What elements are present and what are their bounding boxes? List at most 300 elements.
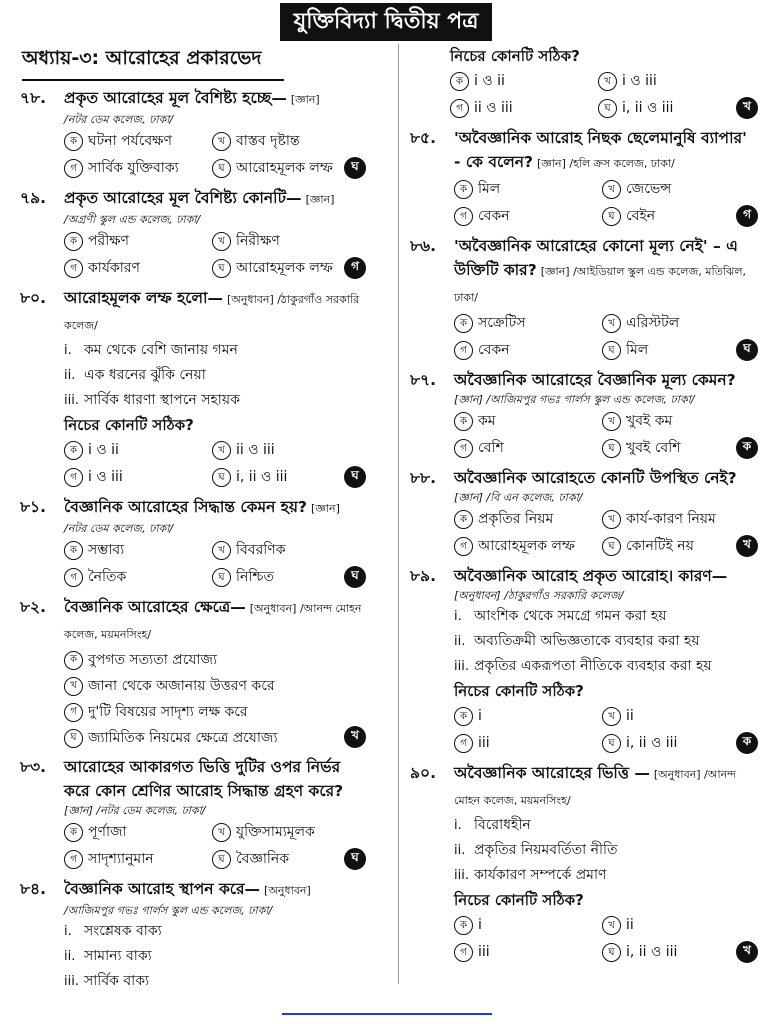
answer-badge: খ: [736, 941, 758, 963]
question-source: [জ্ঞান] /বি এন কলেজ, ঢাকা/: [454, 491, 583, 504]
option-letter-bubble: ক: [454, 916, 473, 935]
question-text-body: 'অবৈজ্ঞানিক আরোহের কোনো মূল্য নেই' – এ উক্তিটি কার?: [454, 237, 738, 279]
question-number: ৮৫.: [410, 129, 437, 147]
answer-option[interactable]: [64, 437, 212, 464]
option-letter-bubble: খ: [212, 541, 231, 560]
options-list: [64, 647, 338, 751]
question-source: [জ্ঞান] /নটর ডেম কলেজ, ঢাকা/: [64, 804, 206, 817]
option-text: জেভেন্স: [626, 181, 672, 197]
answer-option[interactable]: [64, 464, 212, 491]
question-text-body: বৈজ্ঞানিক আরোহ স্থাপন করে—: [64, 880, 261, 898]
answer-option[interactable]: [598, 95, 730, 122]
question-source: /অগ্রণী স্কুল এন্ড কলেজ, ঢাকা/: [64, 213, 201, 226]
statement-text: সার্বিক ধারণা স্থাপনে সহায়ক: [84, 392, 240, 408]
answer-option[interactable]: [64, 255, 212, 282]
answer-option[interactable]: [212, 155, 338, 182]
option-letter-bubble: ক: [64, 541, 83, 560]
answer-option[interactable]: [454, 730, 602, 757]
option-letter-bubble: ঘ: [602, 341, 621, 360]
statement-text: অব্যতিক্রমী অভিজ্ঞতাকে ব্যবহার করা হয়: [474, 633, 700, 649]
answer-option[interactable]: [602, 203, 730, 230]
option-text: কার্য-কারণ নিয়ম: [626, 511, 716, 527]
option-text: মিল: [478, 181, 501, 197]
sub-question: নিচের কোনটি সঠিক?: [64, 416, 194, 434]
answer-option[interactable]: [64, 699, 338, 725]
statement-numeral: ii.: [64, 949, 76, 964]
option-text: ঘটনা পর্যবেক্ষণ: [88, 133, 172, 149]
question-text: [454, 761, 758, 813]
option-text: আরোহমূলক লম্ফ: [236, 160, 333, 176]
option-letter-bubble: ক: [454, 180, 473, 199]
continued-question: [410, 44, 758, 122]
statement-text: সার্বিক বাক্য: [84, 973, 150, 989]
option-letter-bubble: খ: [212, 232, 231, 251]
statement-numeral: iii.: [454, 659, 469, 674]
answer-option[interactable]: [602, 703, 730, 730]
question-stem: [20, 495, 366, 521]
option-text: i, ii ও iii: [236, 469, 288, 485]
options-grid: [64, 437, 338, 491]
question-item: [20, 86, 366, 182]
statement-numeral: ii.: [454, 843, 466, 858]
answer-badge: খ: [736, 535, 758, 557]
statement-item: [454, 813, 758, 838]
option-letter-bubble: গ: [64, 703, 83, 722]
question-source: [অনুধাবন] /ঠাকুরগাঁও সরকারি কলেজ/: [454, 589, 624, 602]
statement-item: [454, 654, 758, 679]
answer-option[interactable]: [450, 68, 598, 95]
option-text: আরোহমূলক লম্ফ: [236, 260, 333, 276]
option-text: নৈতিক: [88, 569, 127, 585]
answer-option[interactable]: [64, 155, 212, 182]
option-text: বাস্তব দৃষ্টান্ত: [236, 133, 300, 149]
option-text: খুবই বেশি: [626, 440, 681, 456]
option-letter-bubble: ক: [454, 314, 473, 333]
statement-item: [64, 969, 366, 994]
answer-badge: ক: [736, 732, 758, 754]
question-source: [জ্ঞান] /আজিমপুর গভঃ গার্লস স্কুল এন্ড কলেজ, ঢাকা/: [454, 393, 695, 406]
options-grid: [454, 506, 730, 560]
option-text: জ্যামিতিক নিয়মের ক্ষেত্রে প্রযোজ্য: [88, 730, 278, 746]
statement-numeral: iii.: [454, 868, 469, 883]
options-grid: [64, 128, 338, 182]
option-letter-bubble: ক: [64, 132, 83, 151]
question-stem: [20, 286, 366, 338]
option-text: এরিস্টটল: [626, 315, 680, 331]
answer-option[interactable]: [212, 537, 338, 564]
option-letter-bubble: গ: [454, 439, 473, 458]
option-text: বৈজ্ঞানিক: [236, 851, 290, 867]
option-text: iii: [478, 944, 490, 960]
answer-option[interactable]: [454, 203, 602, 230]
statement-item: [64, 919, 366, 944]
answer-option[interactable]: [454, 337, 602, 364]
option-text: i: [478, 917, 482, 933]
option-text: সাদৃশ্যানুমান: [88, 851, 154, 867]
option-text: সক্রেটিস: [478, 315, 526, 331]
question-number: ৯০.: [410, 764, 437, 782]
question-text: [454, 234, 758, 310]
statement-item: [64, 944, 366, 969]
options-grid: [454, 703, 730, 757]
option-letter-bubble: খ: [602, 180, 621, 199]
option-text: জানা থেকে অজানায় উত্তরণ করে: [88, 678, 275, 694]
option-letter-bubble: ক: [454, 510, 473, 529]
answer-option[interactable]: [602, 506, 730, 533]
option-letter-bubble: ক: [64, 823, 83, 842]
option-letter-bubble: খ: [602, 510, 621, 529]
question-stem: [20, 877, 366, 903]
answer-option[interactable]: [450, 95, 598, 122]
option-text: দু'টি বিষয়ের সাদৃশ্য লক্ষ করে: [88, 704, 248, 720]
option-letter-bubble: ঘ: [602, 734, 621, 753]
option-letter-bubble: খ: [598, 72, 617, 91]
option-text: i, ii ও iii: [626, 944, 678, 960]
option-letter-bubble: ঘ: [602, 439, 621, 458]
question-stem: [20, 755, 366, 803]
answer-badge: খ: [344, 726, 366, 748]
question-text: [454, 126, 758, 176]
question-text-body: অবৈজ্ঞানিক আরোহতে কোনটি উপস্থিত নেই?: [454, 469, 737, 487]
answer-option[interactable]: [212, 128, 338, 155]
question-text: [454, 564, 758, 588]
statement-numeral: iii.: [64, 974, 79, 989]
question-text: [64, 286, 366, 338]
statement-numeral: i.: [64, 343, 72, 358]
answer-option[interactable]: [454, 435, 602, 462]
options-grid: [454, 176, 730, 230]
option-letter-bubble: খ: [602, 916, 621, 935]
statement-text: প্রকৃতির একরূপতা নীতিকে ব্যবহার করা হয়: [474, 658, 712, 674]
answer-option[interactable]: [454, 310, 602, 337]
question-item: [20, 595, 366, 751]
question-source-tag: [অনুধাবন]: [264, 884, 311, 897]
question-text-body: অবৈজ্ঞানিক আরোহের ভিত্তি —: [454, 764, 650, 782]
statement-text: আংশিক থেকে সমগ্রে গমন করা হয়: [474, 608, 667, 624]
statement-text: প্রকৃতির নিয়মবর্তিতা নীতি: [474, 842, 618, 858]
question-item: [410, 234, 758, 364]
answer-option[interactable]: [64, 647, 338, 673]
answer-option[interactable]: [602, 435, 730, 462]
statement-text: এক ধরনের ঝুঁকি নেয়া: [84, 367, 206, 383]
option-letter-bubble: ক: [450, 72, 469, 91]
option-letter-bubble: গ: [64, 159, 83, 178]
statement-text: সামান্য বাক্য: [84, 948, 152, 964]
option-text: মিল: [626, 342, 649, 358]
answer-option[interactable]: [602, 176, 730, 203]
question-source-tag: [অনুধাবন] /আনন্দ মোহন কলেজ, ময়মনসিংহ/: [454, 768, 736, 807]
option-letter-bubble: গ: [454, 341, 473, 360]
option-letter-bubble: খ: [602, 314, 621, 333]
option-letter-bubble: ক: [454, 707, 473, 726]
option-text: সম্ভাব্য: [88, 542, 125, 558]
answer-option[interactable]: [64, 673, 338, 699]
answer-option[interactable]: [212, 437, 338, 464]
option-letter-bubble: গ: [454, 943, 473, 962]
question-text-body: প্রকৃত আরোহের মূল বৈশিষ্ট্য হচ্ছে—: [64, 89, 287, 107]
answer-option[interactable]: [64, 537, 212, 564]
question-text: [64, 755, 366, 803]
option-text: i, ii ও iii: [626, 735, 678, 751]
question-stem: [20, 186, 366, 212]
question-item: [410, 368, 758, 462]
option-text: i ও iii: [622, 73, 657, 89]
option-text: iii: [478, 735, 490, 751]
question-stem: [410, 126, 758, 176]
question-item: [20, 286, 366, 491]
options-grid: [454, 912, 730, 966]
option-letter-bubble: খ: [602, 707, 621, 726]
answer-option[interactable]: [598, 68, 730, 95]
answer-badge: ঘ: [344, 157, 366, 179]
question-number: ৮০.: [20, 289, 47, 307]
question-item: [410, 761, 758, 966]
answer-option[interactable]: [212, 228, 338, 255]
answer-option[interactable]: [454, 176, 602, 203]
option-text: বুপগত সত্যতা প্রযোজ্য: [88, 652, 218, 668]
statement-text: বিরোধহীন: [474, 817, 531, 833]
question-text: [454, 368, 758, 392]
statement-item: [64, 363, 366, 388]
answer-option[interactable]: [454, 939, 602, 966]
answer-badge: ক: [736, 437, 758, 459]
option-text: নিশ্চিত: [236, 569, 274, 585]
option-text: যুক্তিসাম্যমূলক: [236, 824, 315, 840]
option-text: i: [478, 708, 482, 724]
option-letter-bubble: ঘ: [602, 943, 621, 962]
option-text: কোনটিই নয়: [626, 538, 694, 554]
question-stem: [20, 86, 366, 112]
question-text-body: অবৈজ্ঞানিক আরোহের বৈজ্ঞানিক মূল্য কেমন?: [454, 371, 736, 389]
question-item: [20, 755, 366, 873]
question-source-tag: [অনুধাবন] /ঠাকুরগাঁও সরকারি কলেজ/: [64, 293, 360, 332]
question-source-tag: [জ্ঞান]: [290, 93, 320, 106]
question-number: ৮৮.: [410, 469, 437, 487]
answer-option[interactable]: [212, 846, 338, 873]
answer-badge: ঘ: [344, 466, 366, 488]
question-text: [64, 495, 366, 521]
option-text: কম: [478, 413, 496, 429]
answer-option[interactable]: [64, 228, 212, 255]
statement-numeral: i.: [64, 924, 72, 939]
question-stem: [410, 368, 758, 392]
answer-badge: গ: [736, 205, 758, 227]
option-text: খুবই কম: [626, 413, 673, 429]
answer-option[interactable]: [64, 846, 212, 873]
page-title-banner: যুক্তিবিদ্যা দ্বিতীয় পত্র: [280, 3, 492, 41]
option-letter-bubble: ঘ: [212, 850, 231, 869]
option-letter-bubble: ক: [454, 412, 473, 431]
option-letter-bubble: গ: [64, 850, 83, 869]
footer-link-underline[interactable]: [282, 1013, 492, 1015]
statement-text: কম থেকে বেশি জানায় গমন: [84, 342, 238, 358]
question-source-tag: [জ্ঞান]: [305, 193, 335, 206]
option-letter-bubble: ঘ: [602, 537, 621, 556]
sub-question: নিচের কোনটি সঠিক?: [454, 891, 584, 909]
option-text: প্রকৃতির নিয়ম: [478, 511, 554, 527]
sub-question: নিচের কোনটি সঠিক?: [454, 682, 584, 700]
option-letter-bubble: ক: [64, 441, 83, 460]
options-grid: [454, 310, 730, 364]
question-text-body: প্রকৃত আরোহের মূল বৈশিষ্ট্য কোনটি—: [64, 189, 302, 207]
options-grid: [64, 537, 338, 591]
answer-option[interactable]: [602, 337, 730, 364]
question-text: [64, 86, 366, 112]
answer-badge: ঘ: [736, 339, 758, 361]
question-number: ৮২.: [20, 598, 47, 616]
option-letter-bubble: গ: [64, 259, 83, 278]
answer-option[interactable]: [454, 408, 602, 435]
option-text: বেকন: [478, 342, 510, 358]
option-letter-bubble: গ: [454, 734, 473, 753]
chapter-heading: অধ্যায়-৩: আরোহের প্রকারভেদ: [22, 44, 284, 81]
question-number: ৮৬.: [410, 237, 437, 255]
answer-option[interactable]: [212, 564, 338, 591]
statement-item: [454, 863, 758, 888]
option-letter-bubble: গ: [64, 468, 83, 487]
options-grid: [64, 819, 338, 873]
question-item: [410, 564, 758, 757]
question-item: [410, 126, 758, 230]
option-letter-bubble: ঘ: [212, 259, 231, 278]
option-letter-bubble: ক: [64, 232, 83, 251]
option-letter-bubble: ঘ: [64, 729, 83, 748]
question-item: [20, 186, 366, 282]
question-text: [64, 877, 366, 903]
question-stem: [20, 595, 366, 647]
option-letter-bubble: খ: [64, 677, 83, 696]
answer-badge: খ: [736, 97, 758, 119]
question-number: ৭৯.: [20, 189, 47, 207]
statement-text: সংশ্লেষক বাক্য: [84, 923, 162, 939]
statement-numeral: ii.: [64, 368, 76, 383]
answer-option[interactable]: [212, 255, 338, 282]
option-letter-bubble: গ: [454, 207, 473, 226]
question-text-body: বৈজ্ঞানিক আরোহের ক্ষেত্রে—: [64, 598, 246, 616]
question-number: ৮৩.: [20, 758, 47, 776]
option-text: i ও ii: [88, 442, 119, 458]
answer-option[interactable]: [64, 725, 338, 751]
option-letter-bubble: ঘ: [212, 159, 231, 178]
options-grid: [450, 68, 730, 122]
statement-numeral: i.: [454, 818, 462, 833]
question-text-body: অবৈজ্ঞানিক আরোহ প্রকৃত আরোহ। কারণ—: [454, 567, 728, 585]
answer-option[interactable]: [602, 310, 730, 337]
option-letter-bubble: ঘ: [212, 468, 231, 487]
question-source-tag: [জ্ঞান] /হলি ক্রস কলেজ, ঢাকা/: [537, 157, 675, 170]
statement-numeral: i.: [454, 609, 462, 624]
option-letter-bubble: খ: [212, 132, 231, 151]
option-text: বেকন: [478, 208, 510, 224]
option-text: বিবরণিক: [236, 542, 286, 558]
answer-option[interactable]: [602, 939, 730, 966]
option-letter-bubble: ঘ: [602, 207, 621, 226]
question-number: ৮৭.: [410, 371, 437, 389]
column-divider: [398, 44, 399, 984]
answer-option[interactable]: [64, 564, 212, 591]
option-text: সার্বিক যুক্তিবাক্য: [88, 160, 179, 176]
option-text: i ও ii: [474, 73, 505, 89]
answer-option[interactable]: [454, 506, 602, 533]
option-text: i ও iii: [88, 469, 123, 485]
option-text: ii ও iii: [474, 100, 513, 116]
question-text: [64, 595, 366, 647]
question-text-body: আরোহের আকারগত ভিত্তি দুটির ওপর নির্ভর করে কোন শ্রেণির আরোহ সিদ্ধান্ত গ্রহণ করে?: [64, 758, 344, 800]
answer-option[interactable]: [454, 912, 602, 939]
question-source: /আজিমপুর গভঃ গার্লস স্কুল এন্ড কলেজ, ঢাকা/: [64, 904, 273, 917]
option-letter-bubble: খ: [212, 823, 231, 842]
options-grid: [64, 228, 338, 282]
option-text: কার্যকারণ: [88, 260, 140, 276]
option-letter-bubble: ঘ: [598, 99, 617, 118]
question-source: /নটর ডেম কলেজ, ঢাকা/: [64, 113, 174, 126]
option-letter-bubble: গ: [64, 568, 83, 587]
answer-option[interactable]: [212, 464, 338, 491]
option-letter-bubble: ক: [64, 651, 83, 670]
answer-option[interactable]: [602, 533, 730, 560]
question-source-tag: [জ্ঞান] /আইডিয়াল স্কুল এন্ড কলেজ, মতিঝিল, ঢাকা/: [454, 265, 747, 304]
answer-option[interactable]: [212, 819, 338, 846]
question-text: [454, 466, 758, 490]
question-text: [64, 186, 366, 212]
question-source: /নটর ডেম কলেজ, ঢাকা/: [64, 522, 174, 535]
statement-item: [64, 338, 366, 363]
question-text-body: বৈজ্ঞানিক আরোহের সিদ্ধান্ত কেমন হয়?: [64, 498, 308, 516]
answer-option[interactable]: [454, 703, 602, 730]
answer-badge: গ: [344, 257, 366, 279]
option-text: বেইন: [626, 208, 656, 224]
option-letter-bubble: গ: [450, 99, 469, 118]
sub-question: নিচের কোনটি সঠিক?: [450, 47, 580, 65]
question-stem: [410, 466, 758, 490]
statement-item: [64, 388, 366, 413]
option-text: ii: [626, 708, 634, 724]
statement-numeral: iii.: [64, 393, 79, 408]
question-item: [20, 495, 366, 591]
answer-option[interactable]: [602, 408, 730, 435]
question-number: ৮৪.: [20, 880, 47, 898]
question-item: [20, 877, 366, 994]
answer-option[interactable]: [602, 730, 730, 757]
answer-badge: ঘ: [344, 848, 366, 870]
option-letter-bubble: খ: [602, 412, 621, 431]
statement-item: [454, 604, 758, 629]
options-grid: [454, 408, 730, 462]
question-stem: [410, 564, 758, 588]
option-text: ii ও iii: [236, 442, 275, 458]
option-text: i, ii ও iii: [622, 100, 674, 116]
option-letter-bubble: ঘ: [212, 568, 231, 587]
answer-option[interactable]: [64, 128, 212, 155]
option-letter-bubble: খ: [212, 441, 231, 460]
option-text: নিরীক্ষণ: [236, 233, 280, 249]
statement-text: কার্যকারণ সম্পর্কে প্রমাণ: [474, 867, 607, 883]
statement-item: [454, 629, 758, 654]
question-number: ৭৮.: [20, 89, 47, 107]
question-stem: [410, 234, 758, 310]
answer-option[interactable]: [602, 912, 730, 939]
answer-option[interactable]: [454, 533, 602, 560]
option-letter-bubble: গ: [454, 537, 473, 556]
question-text-body: 'অবৈজ্ঞানিক আরোহ নিছক ছেলেমানুষি ব্যাপার' - কে বলেন?: [454, 129, 747, 171]
answer-option[interactable]: [64, 819, 212, 846]
answer-badge: ঘ: [344, 566, 366, 588]
option-text: বেশি: [478, 440, 504, 456]
question-stem: [410, 761, 758, 813]
question-item: [410, 466, 758, 560]
statement-item: [454, 838, 758, 863]
question-number: ৮১.: [20, 498, 47, 516]
